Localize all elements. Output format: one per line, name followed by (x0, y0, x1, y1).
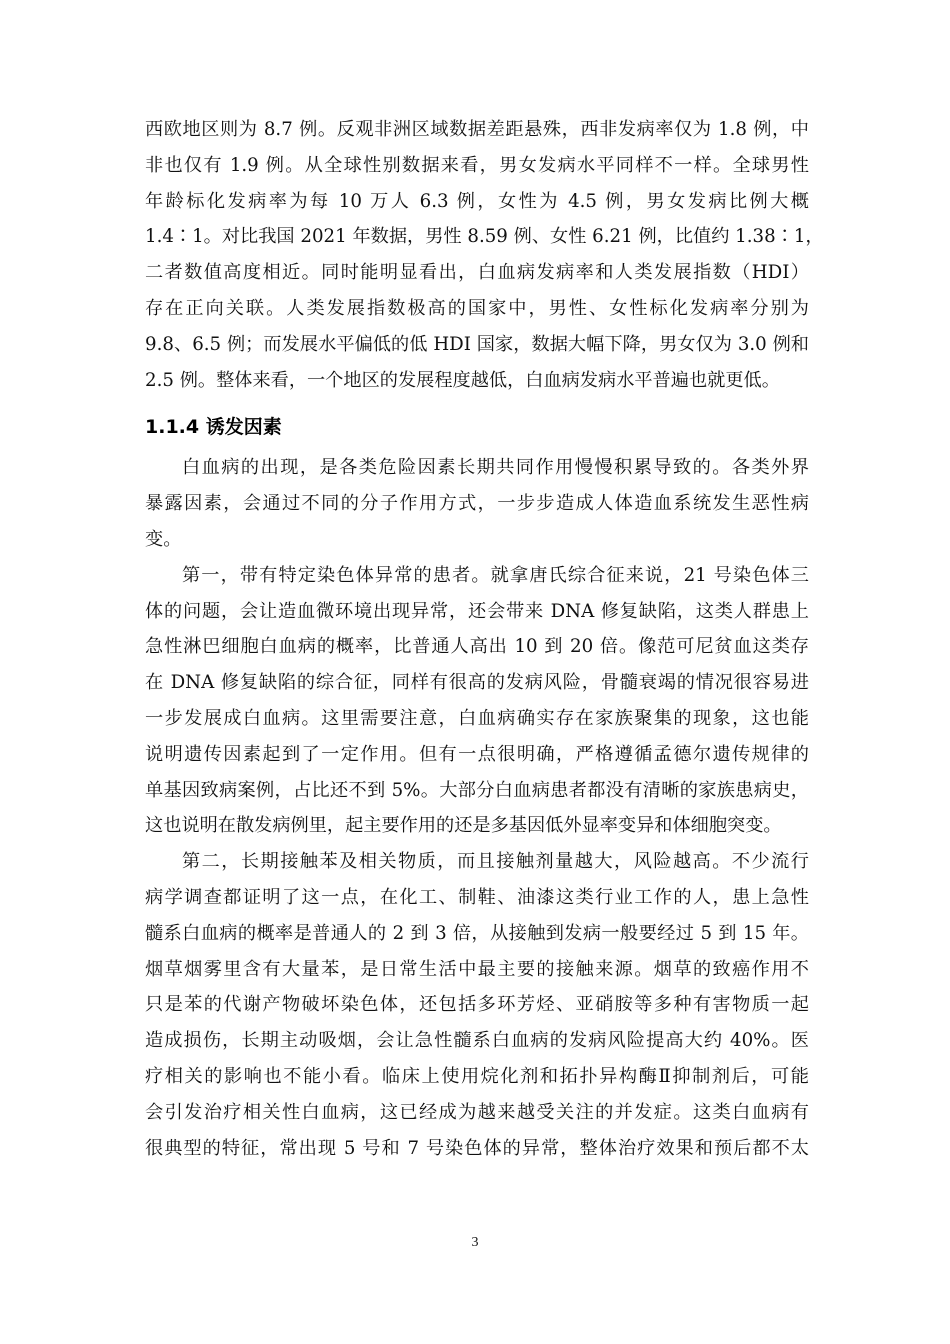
text-line: 髓系白血病的概率是普通人的 2 到 3 倍，从接触到发病一般要经过 5 到 15 年。 (145, 922, 809, 944)
text-line: 只是苯的代谢产物破坏染色体，还包括多环芳烃、亚硝胺等多种有害物质一起 (145, 994, 809, 1016)
text-line: 一步发展成白血病。这里需要注意，白血病确实存在家族聚集的现象，这也能 (145, 707, 809, 729)
text-line: 疗相关的影响也不能小看。临床上使用烷化剂和拓扑异构酶Ⅱ抑制剂后，可能 (145, 1065, 809, 1087)
section-top-paragraphs (145, 112, 824, 398)
text-line: 暴露因素，会通过不同的分子作用方式，一步步造成人体造血系统发生恶性病 (145, 493, 809, 515)
text-line: 9.8、6.5 例；而发展水平偏低的低 HDI 国家，数据大幅下降，男女仅为 3.0 例和 (145, 333, 809, 355)
text-line: 会引发治疗相关性白血病，这已经成为越来越受关注的并发症。这类白血病有 (145, 1101, 809, 1123)
text-line: 1.4∶1。对比我国 2021 年数据，男性 8.59 例、女性 6.21 例，比值约 1.38∶1， (145, 226, 824, 248)
section-heading: 1.1.4 诱发因素 (145, 416, 282, 439)
text-line: 二者数值高度相近。同时能明显看出，白血病发病率和人类发展指数（HDI） (145, 262, 809, 284)
text-line: 造成损伤，长期主动吸烟，会让急性髓系白血病的发病风险提高大约 40%。医 (145, 1030, 809, 1052)
text-line: 单基因致病案例，占比还不到 5%。大部分白血病患者都没有清晰的家族患病史， (145, 779, 809, 801)
text-line: 第一，带有特定染色体异常的患者。就拿唐氏综合征来说，21 号染色体三 (182, 564, 809, 586)
text-line: 很典型的特征，常出现 5 号和 7 号染色体的异常，整体治疗效果和预后都不太 (145, 1137, 809, 1159)
text-line: 西欧地区则为 8.7 例。反观非洲区域数据差距悬殊，西非发病率仅为 1.8 例，中 (145, 119, 809, 140)
text-line: 急性淋巴细胞白血病的概率，比普通人高出 10 到 20 倍。像范可尼贫血这类存 (145, 636, 809, 658)
text-line: 在 DNA 修复缺陷的综合征，同样有很高的发病风险，骨髓衰竭的情况很容易进 (145, 672, 809, 694)
page-number: 3 (471, 1235, 479, 1250)
paragraph (145, 450, 809, 557)
paragraph (145, 844, 809, 1166)
text-line: 第二，长期接触苯及相关物质，而且接触剂量越大，风险越高。不少流行 (182, 851, 809, 873)
text-line: 白血病的出现，是各类危险因素长期共同作用慢慢积累导致的。各类外界 (182, 457, 809, 479)
page-body (145, 112, 824, 1166)
text-line: 2.5 例。整体来看，一个地区的发展程度越低，白血病发病水平普遍也就更低。 (145, 369, 780, 391)
text-line: 病学调查都证明了这一点，在化工、制鞋、油漆这类行业工作的人，患上急性 (145, 886, 809, 908)
text-line: 这也说明在散发病例里，起主要作用的还是多基因低外显率变异和体细胞突变。 (145, 815, 782, 837)
text-line: 说明遗传因素起到了一定作用。但有一点很明确，严格遵循孟德尔遗传规律的 (145, 743, 809, 765)
paragraph (145, 558, 809, 844)
paragraph (145, 112, 824, 398)
text-line: 年龄标化发病率为每 10 万人 6.3 例，女性为 4.5 例，男女发病比例大概 (145, 190, 809, 212)
text-line: 非也仅有 1.9 例。从全球性别数据来看，男女发病水平同样不一样。全球男性 (145, 154, 809, 176)
text-line: 变。 (145, 528, 182, 550)
text-line: 存在正向关联。人类发展指数极高的国家中，男性、女性标化发病率分别为 (145, 297, 809, 319)
section-bottom-paragraphs (145, 450, 809, 1166)
text-line: 烟草烟雾里含有大量苯，是日常生活中最主要的接触来源。烟草的致癌作用不 (145, 958, 809, 980)
text-line: 体的问题，会让造血微环境出现异常，还会带来 DNA 修复缺陷，这类人群患上 (145, 600, 809, 622)
